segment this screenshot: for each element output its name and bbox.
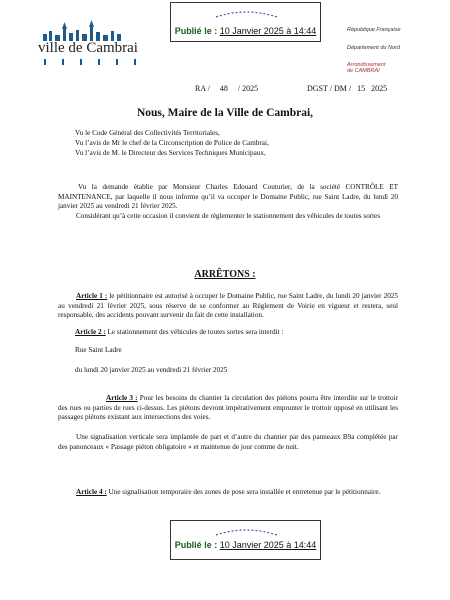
stamp-arc-decoration	[171, 3, 322, 23]
article-3	[58, 394, 398, 423]
article-3-signage: Une signalisation verticale sera implantée de part et d’autre du chantier par des panneaux B9a complétée par des panonceaux « Passage piéton obligatoire » et maintenue de jour comme de nuit.	[58, 433, 398, 451]
logo-underline-dots	[36, 59, 151, 71]
visa-item: Vu le Code Général des Collectivités Territoriales,	[75, 129, 220, 137]
reference-dgst: DGST / DM / 15 2025	[307, 84, 388, 93]
article-4	[58, 488, 398, 498]
visa-item: Vu l’avis de Mr le chef de la Circonscription de Police de Cambrai,	[75, 139, 269, 147]
stamp-date: 10 Janvier 2025 à 14:44	[219, 540, 317, 550]
article-3-label: Article 3 :	[106, 394, 138, 402]
stamp-prefix: Publié le :	[174, 540, 218, 550]
request-paragraph: Vu la demande établie par Monsieur Charles Edouard Couturier, de la société CONTRÔLE ET MAINTENANCE, par laquelle il nous informe qu’il va occuper le Domaine Public, rue Saint Ladre, du lundi 20 janvier 2025 au vendredi 21 février 2025.	[58, 183, 398, 211]
departement-label: Département du Nord	[347, 45, 400, 51]
stamp-prefix: Publié le :	[174, 26, 218, 36]
article-2	[75, 328, 398, 338]
publication-stamp-top	[170, 2, 321, 42]
article-4-label: Article 4 :	[76, 488, 107, 496]
article-2-period: du lundi 20 janvier 2025 au vendredi 21 février 2025	[75, 366, 228, 374]
visas-list	[75, 128, 269, 158]
article-1	[58, 292, 398, 321]
publication-stamp-bottom	[170, 520, 321, 560]
logo-skyline-icon	[33, 20, 138, 42]
article-2-street: Rue Saint Ladre	[75, 346, 122, 354]
arrondissement-label: Arrondissement	[347, 62, 386, 68]
article-3-text: Pour les besoins du chantier la circulation des piétons pourra être interdite sur le trottoir des rues ou parties de rues ci-dessus. Les piétons devront impérativement emprunter le trottoir opposé en utilisant les passages piétons existant aux intersections des voies.	[58, 394, 398, 422]
article-4-text: Une signalisation temporaire des zones de pose sera installée et entretenue par le pétitionnaire.	[106, 488, 381, 496]
arretons-heading: ARRÊTONS :	[194, 269, 256, 280]
article-1-text: le pétitionnaire est autorisé à occuper le Domaine Public, rue Saint Ladre, du lundi 20 janvier 2025 au vendredi 21 février 2025, sous réserve de se conformer au Règlement de Voirie en vigueur et restera, seul responsable, des accidents pouvant survenir du fait de cette installation.	[58, 292, 398, 320]
republique-label: République Française	[347, 27, 401, 33]
article-2-label: Article 2 :	[75, 328, 106, 336]
page-title: Nous, Maire de la Ville de Cambrai,	[136, 107, 314, 119]
stamp-date: 10 Janvier 2025 à 14:44	[219, 26, 317, 36]
article-1-label: Article 1 :	[76, 292, 108, 300]
considering-paragraph: Considérant qu’à cette occasion il convient de réglementer le stationnement des véhicules de toutes sortes	[76, 212, 381, 220]
article-2-text: Le stationnement des véhicules de toutes sortes sera interdit :	[105, 328, 284, 336]
stamp-text	[171, 540, 320, 550]
arrondissement-city-label: de CAMBRAI	[347, 68, 380, 74]
stamp-arc-decoration	[171, 521, 322, 541]
reference-ra: RA / 48 / 2025	[195, 84, 259, 93]
visa-item: Vu l’avis de M. le Directeur des Services Techniques Municipaux,	[75, 149, 266, 157]
stamp-text	[171, 26, 320, 36]
logo-text: ville de Cambrai	[38, 40, 138, 56]
